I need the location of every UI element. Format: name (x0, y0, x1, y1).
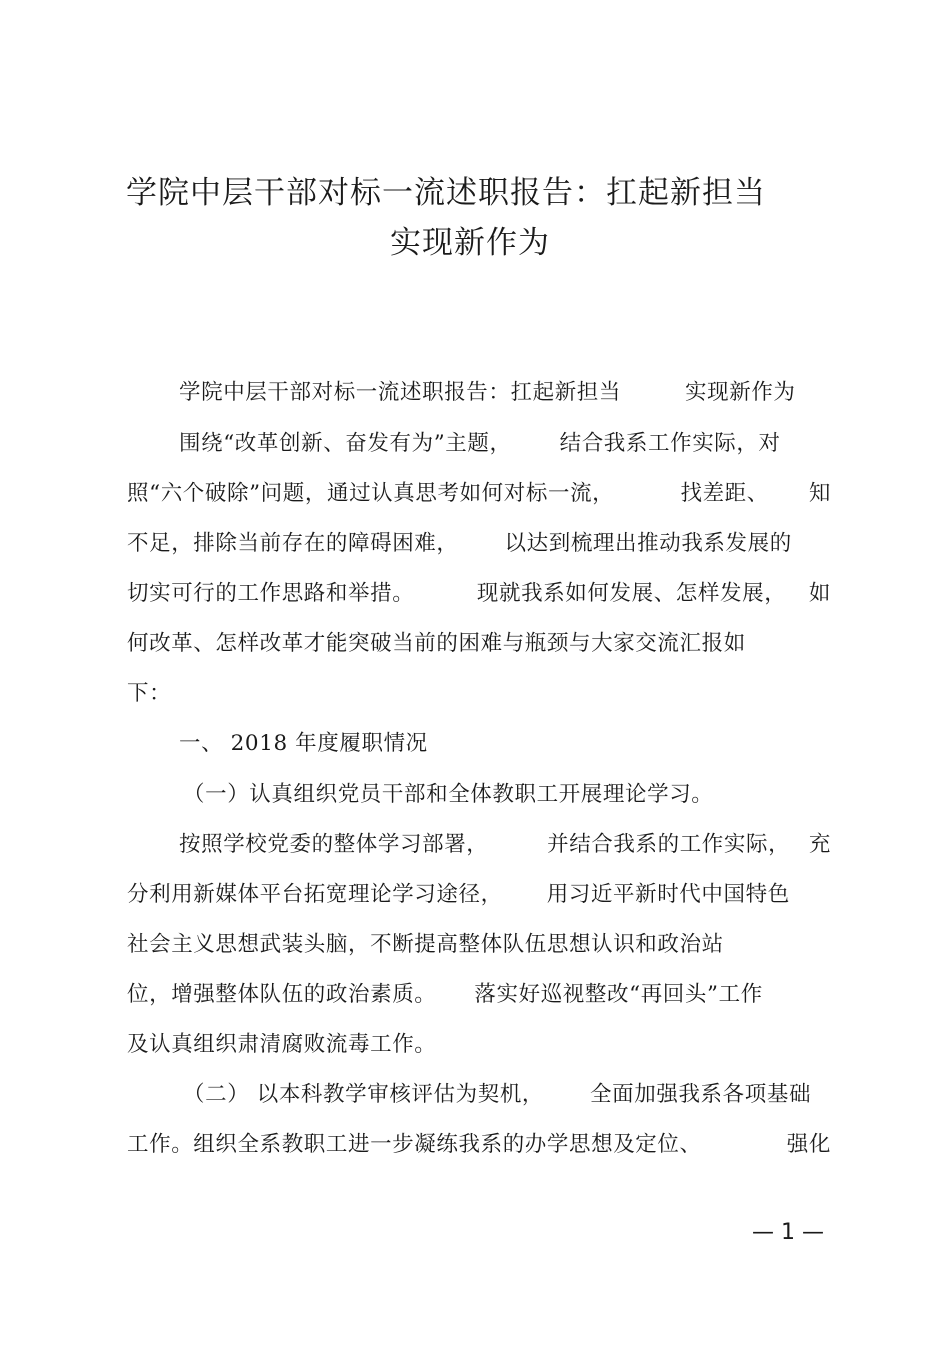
text-run: 实现新作为 (685, 380, 796, 405)
body-line (127, 583, 831, 605)
text-run: 不足，排除当前存在的障碍困难， (127, 531, 459, 556)
text-run: 位，增强整体队伍的政治素质。 (127, 982, 437, 1007)
text-run: 照“六个破除”问题，通过认真思考如何对标一流， (127, 481, 615, 506)
body-line (127, 984, 763, 1006)
text-run: 并结合我系的工作实际， (547, 832, 791, 857)
subsection-heading (183, 784, 713, 806)
body-line (127, 633, 746, 655)
text-run: 切实可行的工作思路和举措。 (127, 581, 415, 606)
body-line (179, 834, 831, 856)
body-line (127, 483, 831, 505)
body-line (127, 884, 790, 906)
document-title-line-2: 实现新作为 (390, 225, 550, 261)
text-run: 结合我系工作实际，对 (559, 431, 781, 456)
body-line (127, 934, 724, 956)
text-run: 社会主义思想武装头脑，不断提高整体队伍思想认识和政治站 (127, 932, 724, 957)
text-run: （二） 以本科教学审核评估为契机， (183, 1082, 545, 1107)
text-run: 及认真组织肃清腐败流毒工作。 (127, 1032, 437, 1057)
section-heading (179, 733, 428, 755)
body-line (179, 382, 796, 404)
text-run: 按照学校党委的整体学习部署， (179, 832, 489, 857)
text-run: 用习近平新时代中国特色 (546, 882, 790, 907)
text-run: 何改革、怎样改革才能突破当前的困难与瓶颈与大家交流汇报如 (127, 631, 746, 656)
body-line (127, 683, 171, 705)
text-run: 知 (808, 481, 831, 506)
text-run: 分利用新媒体平台拓宽理论学习途径， (127, 882, 503, 907)
text-run: 一、 2018 年度履职情况 (179, 731, 428, 756)
subsection-heading (183, 1084, 811, 1106)
text-run: 下： (127, 681, 172, 706)
text-run: 找差距、 (680, 481, 769, 506)
text-run: 以达到梳理出推动我系发展的 (504, 531, 792, 556)
body-line (127, 1034, 436, 1056)
text-run: 学院中层干部对标一流述职报告：扛起新担当 (179, 380, 622, 405)
page-number: — 1 — (752, 1220, 824, 1245)
document-title-line-1: 学院中层干部对标一流述职报告：扛起新担当 (126, 175, 766, 211)
text-run: 充 (808, 832, 831, 857)
text-run: 围绕“改革创新、奋发有为”主题， (179, 431, 512, 456)
text-run: 现就我系如何发展、怎样发展， (476, 581, 787, 606)
text-run: （一）认真组织党员干部和全体教职工开展理论学习。 (183, 782, 714, 807)
text-run: 如 (808, 581, 831, 606)
body-line (127, 1134, 831, 1156)
body-line (127, 533, 792, 555)
body-line (179, 433, 781, 455)
text-run: 全面加强我系各项基础 (590, 1082, 812, 1107)
text-run: 落实好巡视整改“再回头”工作 (474, 982, 763, 1007)
text-run: 强化 (786, 1132, 831, 1157)
text-run: 工作。组织全系教职工进一步凝练我系的办学思想及定位、 (127, 1132, 702, 1157)
